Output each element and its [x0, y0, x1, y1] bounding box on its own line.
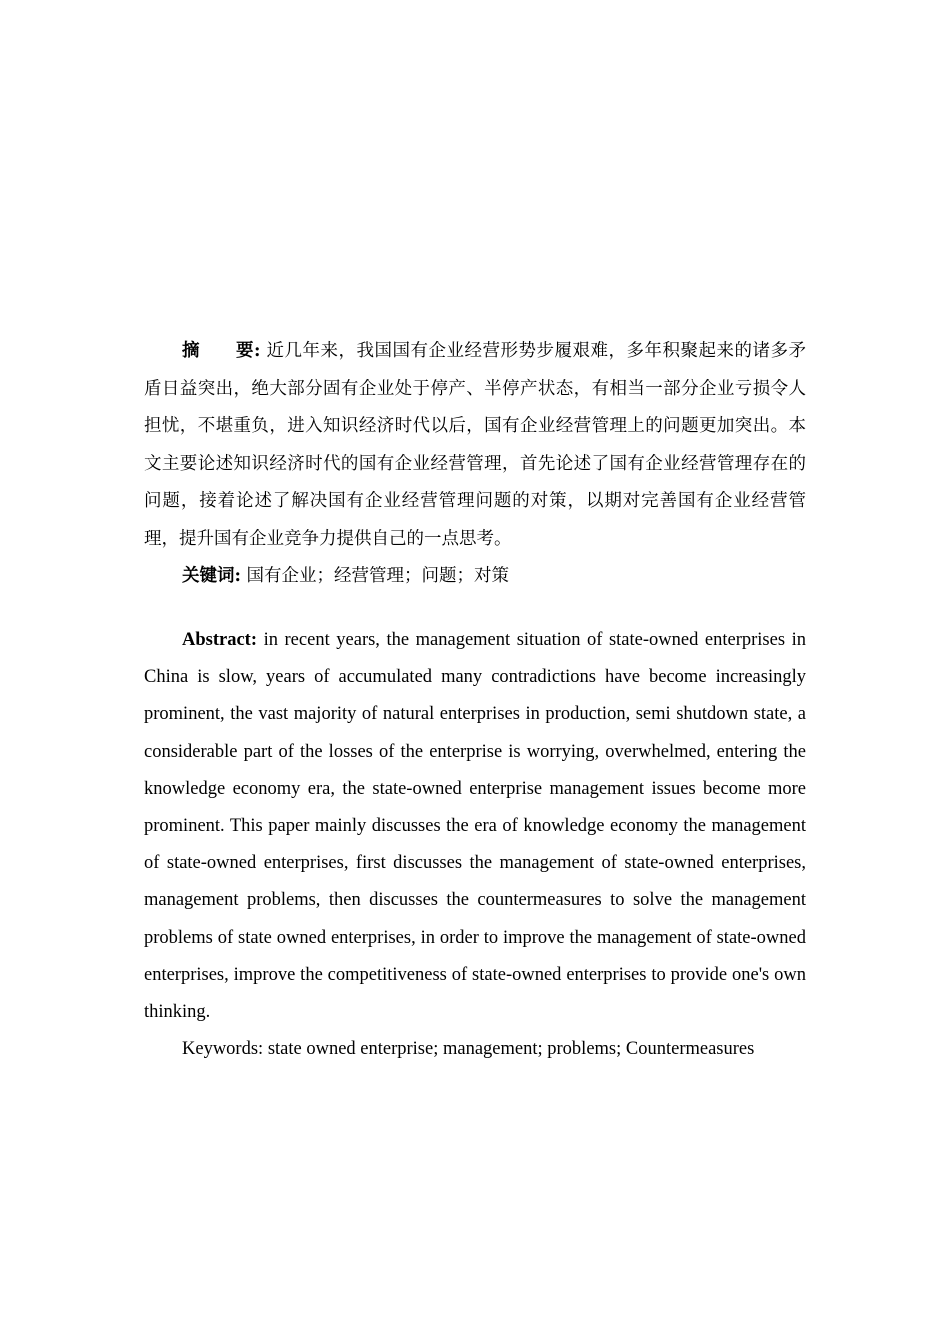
english-abstract-paragraph: [144, 622, 806, 1031]
english-abstract-section: [144, 622, 806, 1068]
chinese-abstract-paragraph: [144, 333, 806, 558]
chinese-abstract-section: [144, 333, 806, 596]
chinese-keywords-text: 国有企业；经营管理；问题；对策: [246, 566, 510, 586]
chinese-abstract-label: 摘 要:: [182, 341, 261, 361]
english-abstract-label: Abstract:: [182, 630, 258, 650]
english-abstract-text: in recent years, the management situation of state-owned enterprises in China is slow, years of accumulated many contradictions have become increasingly prominent, the vast majority of natural enterprises in production, semi shutdown state, a considerable part of the losses of the enterprise is worrying, overwhelmed, entering the knowledge economy era, the state-owned enterprise management issues become more prominent. This paper mainly discusses the era of knowledge economy the management of state-owned enterprises, first discusses the management of state-owned enterprises, management problems, then discusses the countermeasures to solve the management problems of state owned enterprises, in order to improve the management of state-owned enterprises, improve the competitiveness of state-owned enterprises to provide one's own thinking.: [144, 630, 806, 1023]
chinese-keywords-line: [144, 558, 806, 596]
chinese-keywords-label: 关键词:: [182, 566, 241, 586]
english-keywords-text: state owned enterprise; management; problems; Countermeasures: [263, 1039, 755, 1060]
english-keywords-label: Keywords:: [182, 1039, 264, 1060]
chinese-abstract-text: 近几年来，我国国有企业经营形势步履艰难，多年积聚起来的诸多矛盾日益突出，绝大部分固有企业处于停产、半停产状态，有相当一部分企业亏损令人担忧，不堪重负，进入知识经济时代以后，国有企业经营管理上的问题更加突出。本文主要论述知识经济时代的国有企业经营管理，首先论述了国有企业经营管理存在的问题，接着论述了解决国有企业经营管理问题的对策，以期对完善国有企业经营管理，提升国有企业竞争力提供自己的一点思考。: [144, 341, 806, 549]
english-keywords-line: [144, 1031, 806, 1068]
